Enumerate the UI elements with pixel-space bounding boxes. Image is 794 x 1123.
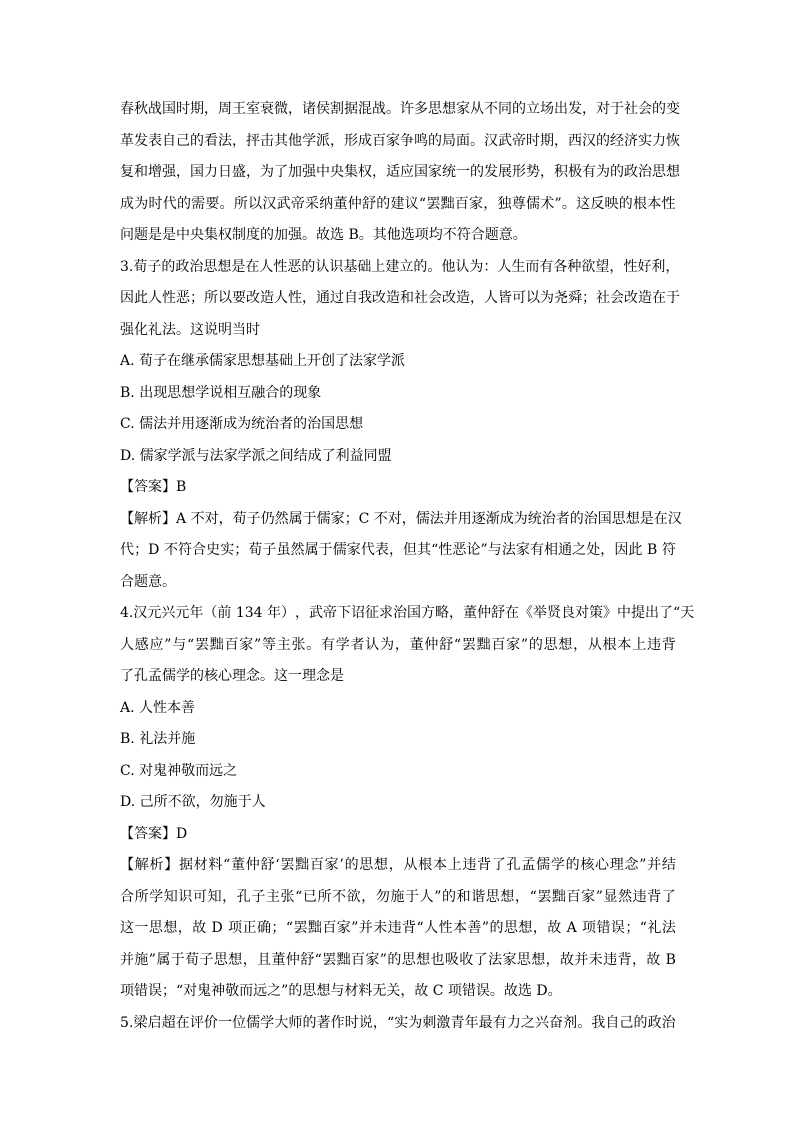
text-line: 这 一 思 想 ， 故 D 项 正 确 ； “ 罢 黜 百 家 ” 并 未 违 背 “ 人 性 本 善 ” 的 思 想 ， 故 A 项 错 误 ； “ 礼 法 bbox=[120, 920, 676, 936]
text-line: 合 所 学 知 识 可 知 ， 孔 子 主 张 “ 已 所 不 欲 ， 勿 施 于 人 ” 的 和 谐 思 想 ， “ 罢 黜 百 家 ” 显 然 违 背 了 bbox=[120, 888, 676, 905]
text-line: D. 己所不欲，勿施于人 bbox=[120, 794, 266, 810]
text-line: D. 儒家学派与法家学派之间结成了利益同盟 bbox=[120, 447, 392, 464]
text-line: 4 . 汉 元 兴 元 年 （ 前 1 3 4 年 ） ， 武 帝 下 诏 征 求 治 国 方 略 ， 董 仲 舒 在 《 举 贤 良 对 策 》 中 提 出 了 “ 天 bbox=[120, 605, 695, 621]
text-line: 问题是是中央集权制度的加强。故选 B。其他选项均不符合题意。 bbox=[120, 227, 527, 243]
text-line: 人 感 应 ” 与 “ 罢 黜 百 家 ” 等 主 张 。 有 学 者 认 为 ， 董 仲 舒 “ 罢 黜 百 家 ” 的 思 想 ， 从 根 本 上 违 背 bbox=[120, 636, 676, 653]
text-line: 项错误；“对鬼神敬而远之”的思想与材料无关，故 C 项错误。故选 D。 bbox=[120, 983, 562, 999]
text-line: C. 对鬼神敬而远之 bbox=[120, 762, 238, 779]
text-line: 革 发 表 自 己 的 看 法 ， 抨 击 其 他 学 派 ， 形 成 百 家 争 鸣 的 局 面 。 汉 武 帝 时 期 ， 西 汉 的 经 济 实 力 恢 bbox=[120, 132, 680, 149]
text-line: B. 出现思想学说相互融合的现象 bbox=[120, 384, 322, 401]
text-line: 并 施 ” 属 于 荀 子 思 想 ， 且 董 仲 舒 “ 罢 黜 百 家 ” 的 思 想 也 吸 收 了 法 家 思 想 ， 故 并 未 违 背 ， 故 B bbox=[120, 951, 676, 968]
text-line: 强化礼法。这说明当时 bbox=[120, 321, 260, 338]
text-line: 代 ； D 不 符 合 史 实 ； 荀 子 虽 然 属 于 儒 家 代 表 ， 但 其 “ 性 恶 论 ” 与 法 家 有 相 通 之 处 ， 因 此 B 符 bbox=[120, 542, 676, 558]
text-line: 5 . 梁 启 超 在 评 价 一 位 儒 学 大 师 的 著 作 时 说 ， “ 实 为 刺 激 青 年 最 有 力 之 兴 奋 剂 。 我 自 己 的 政 治 bbox=[120, 1014, 676, 1031]
text-line: C. 儒法并用逐渐成为统治者的治国思想 bbox=[120, 416, 364, 432]
text-line: 【答案】D bbox=[120, 825, 188, 842]
text-line: 春 秋 战 国 时 期 ， 周 王 室 衰 微 ， 诸 侯 割 据 混 战 。 许 多 思 想 家 从 不 同 的 立 场 出 发 ， 对 于 社 会 的 变 bbox=[120, 101, 680, 117]
text-line: 【 解 析 】 据 材 料 “ 董 仲 舒 ‘ 罢 黜 百 家 ’ 的 思 想 ， 从 根 本 上 违 背 了 孔 孟 儒 学 的 核 心 理 念 ” 并 结 bbox=[120, 857, 676, 873]
text-line: 复 和 增 强 ， 国 力 日 盛 ， 为 了 加 强 中 央 集 权 ， 适 应 国 家 统 一 的 发 展 形 势 ， 积 极 有 为 的 政 治 思 想 bbox=[120, 164, 680, 180]
text-line: 因 此 人 性 恶 ； 所 以 要 改 造 人 性 ， 通 过 自 我 改 造 和 社 会 改 造 ， 人 皆 可 以 为 尧 舜 ； 社 会 改 造 在 于 bbox=[120, 290, 680, 306]
text-line: 3 . 荀 子 的 政 治 思 想 是 在 人 性 恶 的 认 识 基 础 上 建 立 的 。 他 认 为 ： 人 生 而 有 各 种 欲 望 ， 性 好 利 ， bbox=[120, 258, 680, 275]
text-line: B. 礼法并施 bbox=[120, 731, 196, 747]
text-line: 了孔孟儒学的核心理念。这一理念是 bbox=[120, 668, 344, 684]
text-line: 【答案】B bbox=[120, 479, 187, 495]
text-line: 成 为 时 代 的 需 要 。 所 以 汉 武 帝 采 纳 董 仲 舒 的 建 议 “ 罢 黜 百 家 ， 独 尊 儒 术 ” 。 这 反 映 的 根 本 性 bbox=[120, 195, 676, 212]
text-line: 【 解 析 】 A 不 对 ， 荀 子 仍 然 属 于 儒 家 ； C 不 对 ， 儒 法 并 用 逐 渐 成 为 统 治 者 的 治 国 思 想 是 在 汉 bbox=[120, 510, 682, 527]
text-line: 合题意。 bbox=[120, 573, 176, 590]
text-line: A. 荀子在继承儒家思想基础上开创了法家学派 bbox=[120, 353, 406, 369]
document-page bbox=[120, 94, 695, 1039]
text-line: A. 人性本善 bbox=[120, 699, 196, 716]
